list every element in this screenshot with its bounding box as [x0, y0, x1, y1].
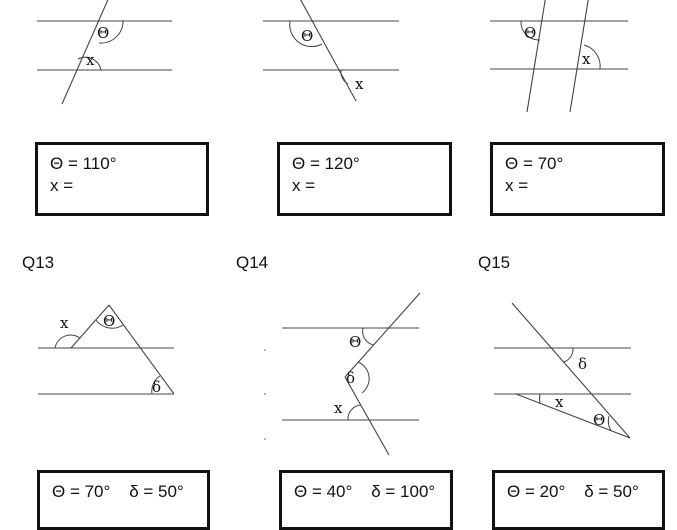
x-arc — [341, 70, 348, 84]
theta-label: Θ — [593, 411, 605, 429]
theta-label: Θ — [301, 27, 313, 45]
x-label: x — [334, 399, 343, 417]
transversal — [298, 0, 356, 101]
given-text: Θ = 110° — [50, 153, 206, 175]
answer-prompt: x = — [505, 175, 662, 197]
answer-prompt: x = — [292, 175, 449, 197]
question-title-q14: Q14 — [236, 253, 268, 273]
stray-mark — [264, 393, 266, 395]
transversal — [512, 303, 630, 438]
theta-label: Θ — [524, 24, 536, 42]
answer-prompt: x = — [50, 175, 206, 197]
delta-arc — [358, 362, 369, 393]
x-label: x — [582, 50, 591, 68]
slanted-line — [516, 394, 630, 438]
stray-mark — [264, 438, 266, 440]
x-arc — [348, 405, 361, 420]
given-text: Θ = 20° δ = 50° — [507, 481, 662, 503]
x-label: x — [86, 51, 95, 69]
figure-q13 — [38, 305, 174, 396]
given-text: Θ = 70° δ = 50° — [52, 481, 207, 503]
theta-label: Θ — [103, 312, 115, 330]
delta-label: δ — [152, 378, 161, 396]
answer-box-q12[interactable] — [490, 142, 665, 216]
delta-arc — [564, 348, 573, 362]
answer-box-q13[interactable] — [37, 470, 210, 530]
theta-arc — [608, 416, 611, 431]
x-label: x — [355, 75, 364, 93]
theta-label: Θ — [349, 333, 361, 351]
given-text: Θ = 70° — [505, 153, 662, 175]
answer-box-q15[interactable] — [492, 470, 665, 530]
given-text: Θ = 40° δ = 100° — [294, 481, 450, 503]
question-title-q13: Q13 — [22, 253, 54, 273]
figure-q14 — [264, 293, 420, 455]
stray-mark — [264, 349, 266, 351]
given-text: Θ = 120° — [292, 153, 449, 175]
answer-box-q11[interactable] — [277, 142, 452, 216]
triangle-right-side — [109, 305, 174, 394]
x-label: x — [60, 314, 69, 332]
delta-label: δ — [578, 355, 587, 373]
zigzag-lower-segment — [345, 377, 389, 455]
answer-box-q14[interactable] — [279, 470, 453, 530]
x-label: x — [555, 393, 564, 411]
theta-arc — [363, 328, 374, 345]
theta-label: Θ — [97, 24, 109, 42]
figure-q10 — [37, 0, 172, 104]
figure-q15 — [494, 303, 631, 438]
question-title-q15: Q15 — [478, 253, 510, 273]
answer-box-q10[interactable] — [35, 142, 209, 216]
figure-q11 — [263, 0, 399, 101]
figure-q12 — [490, 0, 628, 112]
transversal-left — [527, 0, 546, 112]
delta-label: δ — [346, 369, 355, 387]
